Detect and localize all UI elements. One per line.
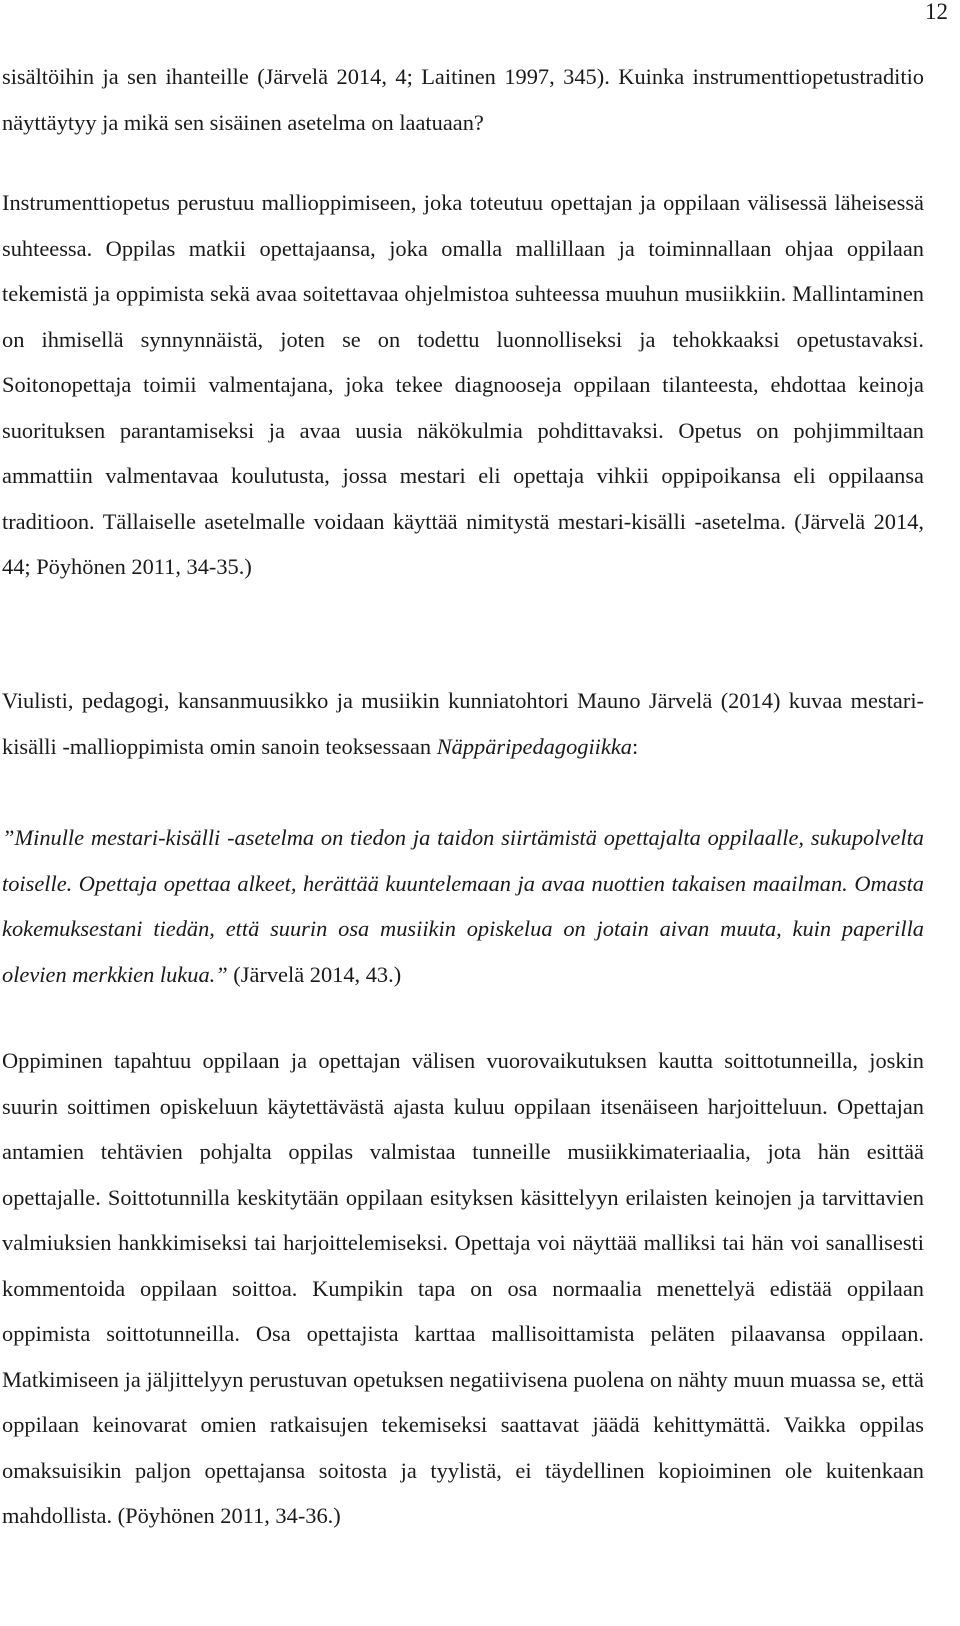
book-title: Näppäripedagogiikka (436, 733, 632, 759)
paragraph-mallioppiminen: Instrumenttiopetus perustuu mallioppimiseen, joka toteutuu opettajan ja oppilaan välisessä läheisessä suhteessa. Oppilas matkii opettajaansa, joka omalla mallillaan ja toiminnallaan ohjaa oppilaan tekemistä ja oppimista sekä avaa soitettavaa ohjelmistoa suhteessa muuhun musiikkiin. Mallintaminen on ihmisellä synnynnäistä, joten se on todettu luonnolliseksi ja tehokkaaksi opetustavaksi. Soitonopettaja toimii valmentajana, joka tekee diagnooseja oppilaan tilanteesta, ehdottaa keinoja suorituksen parantamiseksi ja avaa uusia näkökulmia pohdittavaksi. Opetus on pohjimmiltaan ammattiin valmentavaa koulutusta, jossa mestari eli opettaja vihkii oppipoikansa eli oppilaansa traditioon. Tällaiselle asetelmalle voidaan käyttää nimitystä mestari-kisälli -asetelma. (Järvelä 2014, 44; Pöyhönen 2011, 34-35.) (2, 190, 924, 579)
paragraph-intro: sisältöihin ja sen ihanteille (Järvelä 2014, 4; Laitinen 1997, 345). Kuinka instrumenttiopetustraditio näyttäytyy ja mikä sen sisäinen asetelma on laatuaan? (2, 64, 924, 135)
quote-text: ”Minulle mestari-kisälli -asetelma on tiedon ja taidon siirtämistä opettajalta oppilaalle, sukupolvelta toiselle. Opettaja opettaa alkeet, herättää kuuntelemaan ja avaa nuottien takaisen maailman. Omasta kokemuksestani tiedän, että suurin osa musiikin opiskelua on jotain aivan muuta, kuin paperilla olevien merkkien lukua.” (2, 825, 924, 987)
block-quote (2, 815, 924, 997)
quote-citation: (Järvelä 2014, 43.) (227, 961, 402, 987)
paragraph-oppiminen: Oppiminen tapahtuu oppilaan ja opettajan välisen vuorovaikutuksen kautta soittotunneilla, joskin suurin soittimen opiskeluun käytettävästä ajasta kuluu oppilaan itsenäiseen harjoitteluun. Opettajan antamien tehtävien pohjalta oppilas valmistaa tunneille musiikkimateriaalia, jota hän esittää opettajalle. Soittotunnilla keskitytään oppilaan esityksen käsittelyyn erilaisten keinojen ja tarvittavien valmiuksien hankkimiseksi tai harjoittelemiseksi. Opettaja voi näyttää malliksi tai hän voi sanallisesti kommentoida oppilaan soittoa. Kumpikin tapa on osa normaalia menettelyä edistää oppilaan oppimista soittotunneilla. Osa opettajista karttaa mallisoittamista peläten pilaavansa oppilaan. Matkimiseen ja jäljittelyyn perustuvan opetuksen negatiivisena puolena on nähty muun muassa se, että oppilaan keinovarat omien ratkaisujen tekemiseksi saattavat jäädä kehittymättä. Vaikka oppilas omaksuisikin paljon opettajansa soitosta ja tyylistä, ei täydellinen kopioiminen ole kuitenkaan mahdollista. (Pöyhönen 2011, 34-36.) (2, 1048, 924, 1528)
paragraph-jarvela-intro (2, 678, 924, 769)
paragraph-text: Viulisti, pedagogi, kansanmuusikko ja musiikin kunniatohtori Mauno Järvelä (2014) kuvaa mestari-kisälli -mallioppimista omin sanoin teoksessaan (2, 688, 924, 759)
paragraph-colon: : (631, 733, 639, 759)
page-number: 12 (925, 0, 948, 24)
